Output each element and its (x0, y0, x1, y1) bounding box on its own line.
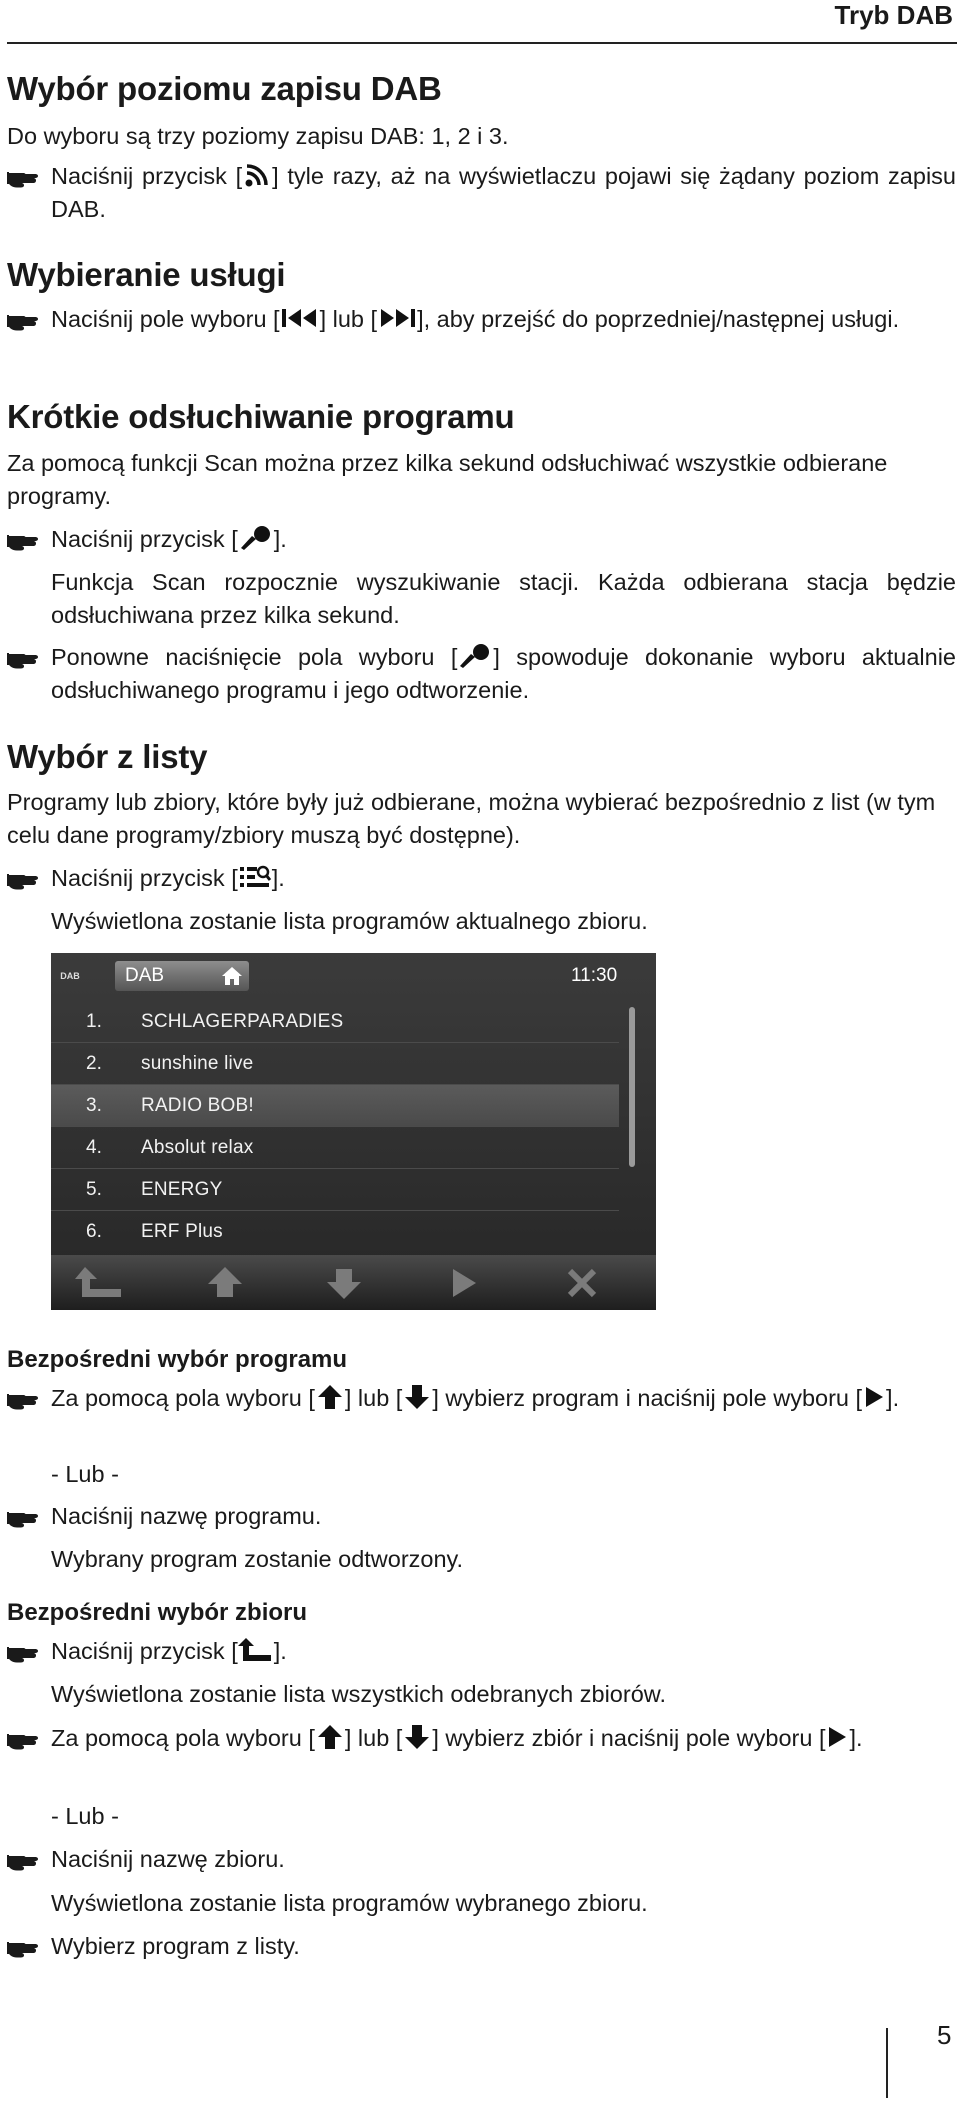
pointing-hand-icon (7, 645, 41, 671)
skip-previous-icon (280, 304, 320, 332)
skip-next-icon (377, 304, 417, 332)
source-title-button[interactable] (115, 961, 249, 991)
sec3-intro: Za pomocą funkcji Scan można przez kilka sekund odsłuchiwać wszystkie odbierane programy. (7, 450, 888, 509)
arrow-up-icon (315, 1723, 345, 1751)
scrollbar[interactable] (629, 1007, 635, 1167)
pointing-hand-icon (7, 1726, 41, 1752)
pointing-hand-icon (7, 307, 41, 333)
station-row[interactable]: 5. ENERGY (86, 1179, 223, 1200)
play-icon (825, 1723, 849, 1751)
pointing-hand-icon (7, 1934, 41, 1960)
heading-service-select: Wybieranie usługi (7, 256, 286, 293)
pointing-hand-icon (7, 1386, 41, 1412)
play-icon (862, 1383, 886, 1411)
sec1-bullet: Naciśnij przycisk [ ] tyle razy, aż na wyświetlaczu pojawi się żądany poziom zapisu DAB. (7, 160, 957, 226)
home-icon[interactable] (221, 966, 243, 986)
footer-divider (886, 2028, 888, 2098)
header-title: Tryb DAB (834, 0, 953, 30)
sec5-bullet-2: Naciśnij nazwę programu. (7, 1500, 957, 1533)
sec6-or: - Lub - (51, 1803, 119, 1829)
sec6-bullet-3: Naciśnij nazwę zbioru. (7, 1843, 957, 1876)
back-return-icon[interactable] (71, 1263, 141, 1303)
sec6-bullet-2: Za pomocą pola wyboru [ ] lub [ ] wybierz zbiór i naciśnij pole wyboru [ ]. (7, 1722, 957, 1788)
header-divider (7, 42, 957, 44)
scan-microphone-icon (238, 524, 274, 552)
sec1-intro: Do wyboru są trzy poziomy zapisu DAB: 1, 2 i 3. (7, 123, 509, 149)
heading-direct-ensemble: Bezpośredni wybór zbioru (7, 1599, 308, 1626)
pointing-hand-icon (7, 1639, 41, 1665)
heading-recording-level: Wybór poziomu zapisu DAB (7, 70, 442, 107)
close-icon[interactable] (547, 1263, 617, 1303)
back-return-icon (238, 1636, 274, 1664)
sec3-note-1: Funkcja Scan rozpocznie wyszukiwanie stacji. Każda odbierana stacja będzie odsłuchiwana przez kilka sekund. (51, 569, 956, 628)
sec6-bullet-4: Wybierz program z listy. (7, 1930, 957, 1963)
pointing-hand-icon (7, 527, 41, 553)
sec6-bullet-1: Naciśnij przycisk [ ]. (7, 1635, 957, 1668)
heading-scan: Krótkie odsłuchiwanie programu (7, 398, 515, 435)
screen-button-bar (51, 1255, 656, 1310)
sec4-note: Wyświetlona zostanie lista programów aktualnego zbioru. (51, 908, 648, 934)
station-row-selected[interactable]: 3. RADIO BOB! (51, 1085, 619, 1127)
heading-direct-program: Bezpośredni wybór programu (7, 1346, 348, 1373)
sec6-note-3: Wyświetlona zostanie lista programów wybranego zbioru. (51, 1890, 648, 1916)
heading-list-select: Wybór z listy (7, 738, 208, 775)
pointing-hand-icon (7, 1504, 41, 1530)
sec5-bullet-1: Za pomocą pola wyboru [ ] lub [ ] wybierz program i naciśnij pole wyboru [ ]. (7, 1382, 957, 1448)
sec3-bullet-2: Ponowne naciśnięcie pola wyboru [ ] spowoduje dokonanie wyboru aktualnie odsłuchiwanego programu i jego odtworzenie. (7, 641, 957, 707)
play-icon[interactable] (428, 1263, 498, 1303)
clock: 11:30 (571, 965, 618, 986)
sec3-bullet-1: Naciśnij przycisk [ ]. (7, 523, 957, 556)
sec4-bullet: Naciśnij przycisk [ ]. (7, 862, 957, 895)
arrow-up-icon[interactable] (190, 1263, 260, 1303)
sec4-intro: Programy lub zbiory, które były już odbierane, można wybierać bezpośrednio z list (w tym celu dane programy/zbiory muszą być dostępne). (7, 789, 936, 848)
page-number: 5 (937, 2020, 952, 2050)
dab-logo: DAB (60, 971, 80, 981)
sec5-or: - Lub - (51, 1461, 119, 1487)
arrow-down-icon (402, 1383, 432, 1411)
arrow-up-icon (315, 1383, 345, 1411)
sec2-bullet: Naciśnij pole wyboru [ ] lub [ ], aby przejść do poprzedniej/następnej usługi. (7, 303, 957, 369)
station-row[interactable]: 6. ERF Plus (86, 1221, 223, 1242)
sec5-note: Wybrany program zostanie odtworzony. (51, 1546, 464, 1572)
device-screen (51, 953, 656, 1310)
pointing-hand-icon (7, 1847, 41, 1873)
arrow-down-icon[interactable] (309, 1263, 379, 1303)
station-row[interactable]: 4. Absolut relax (86, 1137, 254, 1158)
arrow-down-icon (402, 1723, 432, 1751)
station-row[interactable]: 1. SCHLAGERPARADIES (86, 1011, 344, 1032)
rec-level-icon (242, 161, 272, 189)
station-row[interactable]: 2. sunshine live (86, 1053, 254, 1074)
screen-top-bar (51, 953, 656, 1001)
list-search-icon (238, 863, 272, 891)
scan-microphone-icon (457, 642, 493, 670)
sec6-note-1: Wyświetlona zostanie lista wszystkich odebranych zbiorów. (51, 1681, 666, 1707)
pointing-hand-icon (7, 164, 41, 190)
source-title: DAB (125, 965, 165, 986)
pointing-hand-icon (7, 866, 41, 892)
